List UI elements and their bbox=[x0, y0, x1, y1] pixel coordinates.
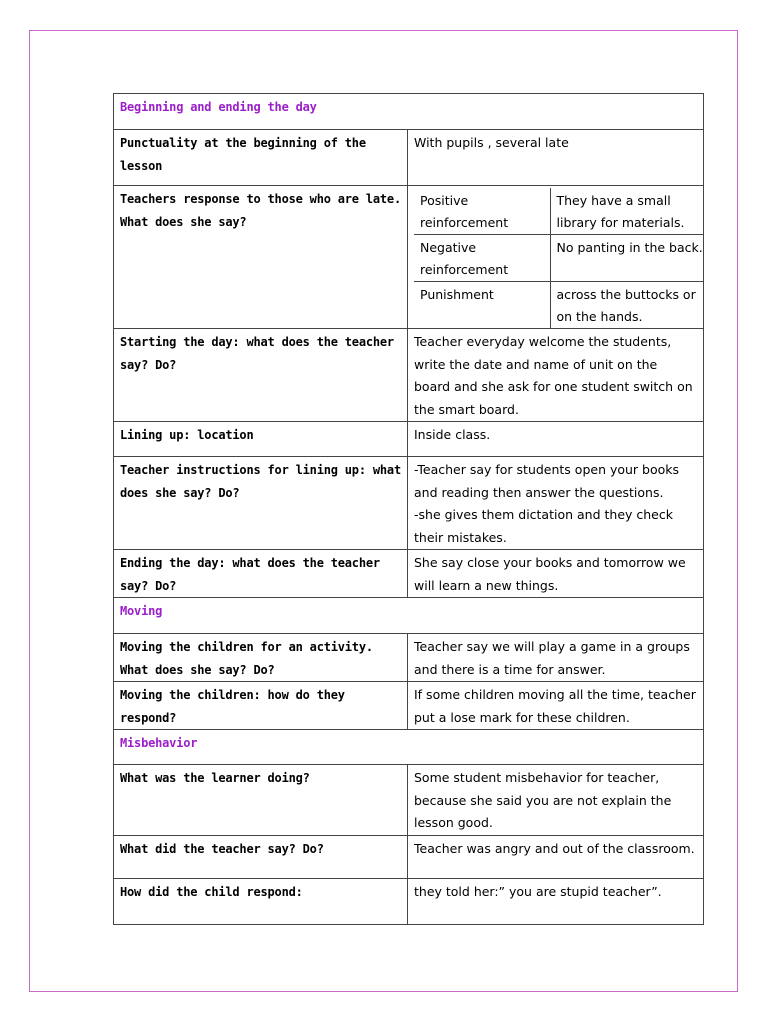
question-cell: What was the learner doing? bbox=[114, 765, 408, 836]
answer-cell bbox=[408, 457, 704, 550]
table-row bbox=[114, 186, 704, 329]
table-row bbox=[114, 634, 704, 682]
question-cell: Lining up: location bbox=[114, 422, 408, 457]
table-row bbox=[114, 682, 704, 730]
question-cell: Teacher instructions for lining up: what does she say? Do? bbox=[114, 457, 408, 550]
observation-table bbox=[113, 93, 704, 925]
reinforcement-row bbox=[414, 282, 704, 329]
question-cell: What did the teacher say? Do? bbox=[114, 835, 408, 878]
table-row bbox=[114, 329, 704, 422]
section-title-misbehavior: Misbehavior bbox=[114, 730, 704, 765]
table-row bbox=[114, 878, 704, 924]
reinforcement-detail: No panting in the back. bbox=[550, 235, 704, 282]
section-title-moving: Moving bbox=[114, 598, 704, 634]
reinforcement-cell bbox=[408, 186, 704, 329]
section-title-beginning-ending: Beginning and ending the day bbox=[114, 94, 704, 130]
question-cell: Moving the children for an activity. What does she say? Do? bbox=[114, 634, 408, 682]
question-cell: Moving the children: how do they respond? bbox=[114, 682, 408, 730]
answer-cell: Teacher say we will play a game in a groups and there is a time for answer. bbox=[408, 634, 704, 682]
reinforcement-type: Punishment bbox=[414, 282, 550, 329]
reinforcement-type: Negative reinforcement bbox=[414, 235, 550, 282]
reinforcement-table bbox=[414, 188, 704, 328]
answer-cell: Inside class. bbox=[408, 422, 704, 457]
section-header-row bbox=[114, 598, 704, 634]
reinforcement-type: Positive reinforcement bbox=[414, 188, 550, 235]
answer-cell: She say close your books and tomorrow we will learn a new things. bbox=[408, 550, 704, 598]
table-row bbox=[114, 422, 704, 457]
question-cell: How did the child respond: bbox=[114, 878, 408, 924]
answer-cell: Teacher was angry and out of the classroom. bbox=[408, 835, 704, 878]
table-row bbox=[114, 130, 704, 186]
reinforcement-detail: They have a small library for materials. bbox=[550, 188, 704, 235]
question-cell: Teachers response to those who are late. What does she say? bbox=[114, 186, 408, 329]
table-row bbox=[114, 550, 704, 598]
question-cell: Punctuality at the beginning of the lesson bbox=[114, 130, 408, 186]
section-header-row bbox=[114, 94, 704, 130]
answer-cell: If some children moving all the time, teacher put a lose mark for these children. bbox=[408, 682, 704, 730]
table-row bbox=[114, 835, 704, 878]
table-row bbox=[114, 765, 704, 836]
answer-cell: Some student misbehavior for teacher, because she said you are not explain the lesson good. bbox=[408, 765, 704, 836]
section-header-row bbox=[114, 730, 704, 765]
question-cell: Starting the day: what does the teacher say? Do? bbox=[114, 329, 408, 422]
question-cell: Ending the day: what does the teacher say? Do? bbox=[114, 550, 408, 598]
answer-cell: With pupils , several late bbox=[408, 130, 704, 186]
answer-cell: Teacher everyday welcome the students, write the date and name of unit on the board and she ask for one student switch on the smart board. bbox=[408, 329, 704, 422]
answer-line: -she gives them dictation and they check their mistakes. bbox=[414, 507, 673, 545]
answer-cell: they told her:” you are stupid teacher”. bbox=[408, 878, 704, 924]
reinforcement-row bbox=[414, 235, 704, 282]
table-row bbox=[114, 457, 704, 550]
reinforcement-row bbox=[414, 188, 704, 235]
answer-line: -Teacher say for students open your books and reading then answer the questions. bbox=[414, 462, 680, 500]
reinforcement-detail: across the buttocks or on the hands. bbox=[550, 282, 704, 329]
